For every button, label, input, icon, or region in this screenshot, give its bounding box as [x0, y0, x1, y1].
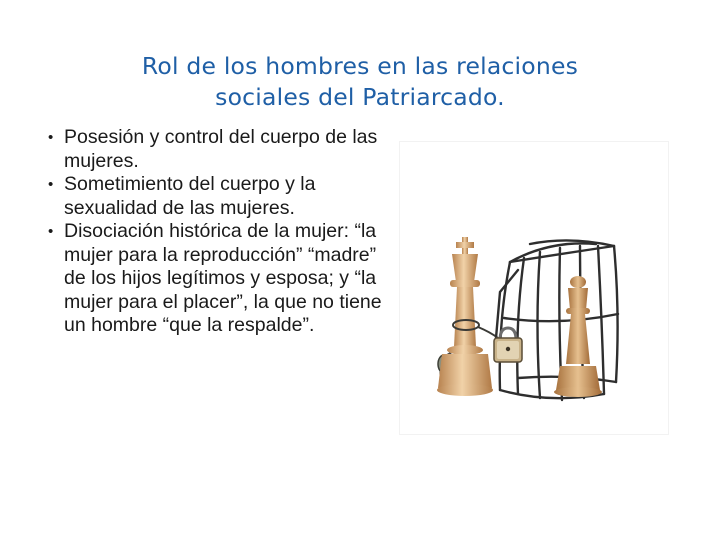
bullet-dot: • — [48, 129, 54, 146]
chess-cage-svg — [400, 142, 668, 434]
chess-king-icon — [437, 237, 493, 396]
chess-cage-illustration — [400, 142, 668, 434]
bullet-text: Sometimiento del cuerpo y la sexualidad de las mujeres. — [64, 173, 316, 219]
bullet-text: Disociación histórica de la mujer: “la mujer para la reproducción” “madre” de los hijos legítimos y esposa; y “la mujer para el placer”, la que no tiene un hombre “que la respalde”. — [64, 220, 382, 336]
bullet-item — [46, 220, 386, 338]
bullet-dot: • — [48, 223, 54, 240]
cage-icon — [496, 240, 618, 400]
bullet-list — [46, 126, 386, 338]
title-line-1: Rol de los hombres en las relaciones — [141, 52, 579, 80]
bullet-text: Posesión y control del cuerpo de las mujeres. — [64, 126, 378, 172]
bullet-item — [46, 126, 386, 173]
title-line-2: sociales del Patriarcado. — [215, 83, 505, 111]
chess-queen-icon — [554, 276, 602, 397]
bullet-item — [46, 173, 386, 220]
bullet-dot: • — [48, 176, 54, 193]
slide-title — [40, 51, 680, 113]
